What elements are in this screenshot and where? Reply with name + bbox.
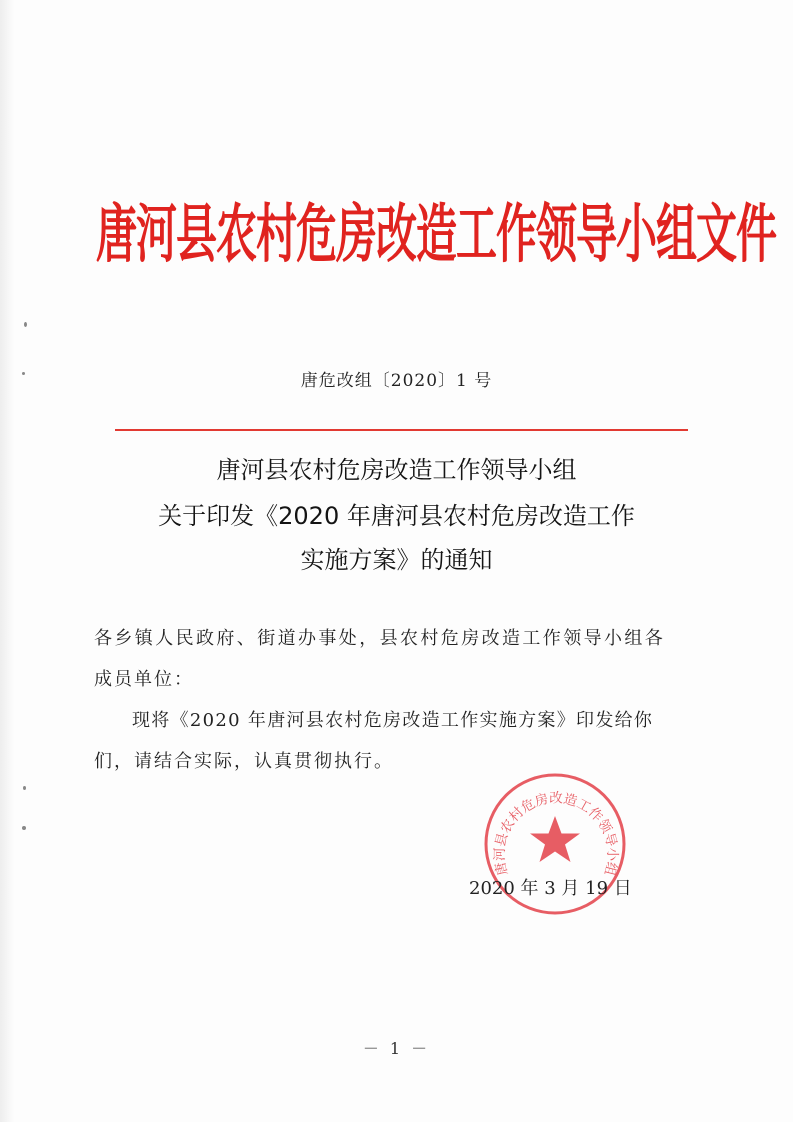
scan-speck bbox=[24, 322, 27, 327]
scan-edge bbox=[0, 0, 14, 1122]
red-divider bbox=[115, 429, 688, 431]
scan-speck bbox=[22, 826, 26, 830]
notice-title-line-3: 实施方案》的通知 bbox=[300, 546, 493, 574]
signing-date: 2020 年 3 月 19 日 bbox=[469, 878, 632, 899]
body-line-2: 们，请结合实际，认真贯彻执行。 bbox=[94, 751, 394, 772]
notice-title-line-2: 关于印发《2020 年唐河县农村危房改造工作 bbox=[158, 502, 635, 530]
addressee-line-1: 各乡镇人民政府、街道办事处，县农村危房改造工作领导小组各 bbox=[94, 628, 666, 649]
header-title: 唐河县农村危房改造工作领导小组文件 bbox=[96, 196, 776, 272]
seal-text: 唐河县农村危房改造工作领导小组 bbox=[491, 790, 621, 878]
seal-star-icon bbox=[530, 816, 580, 862]
scan-speck bbox=[23, 786, 26, 790]
page-number: － 1 － bbox=[362, 1039, 431, 1058]
addressee-line-2: 成员单位： bbox=[94, 669, 194, 690]
document-number: 唐危改组〔2020〕1 号 bbox=[300, 371, 493, 391]
notice-title-line-1: 唐河县农村危房改造工作领导小组 bbox=[216, 456, 577, 484]
body-line-1: 现将《2020 年唐河县农村危房改造工作实施方案》印发给你 bbox=[132, 710, 654, 731]
